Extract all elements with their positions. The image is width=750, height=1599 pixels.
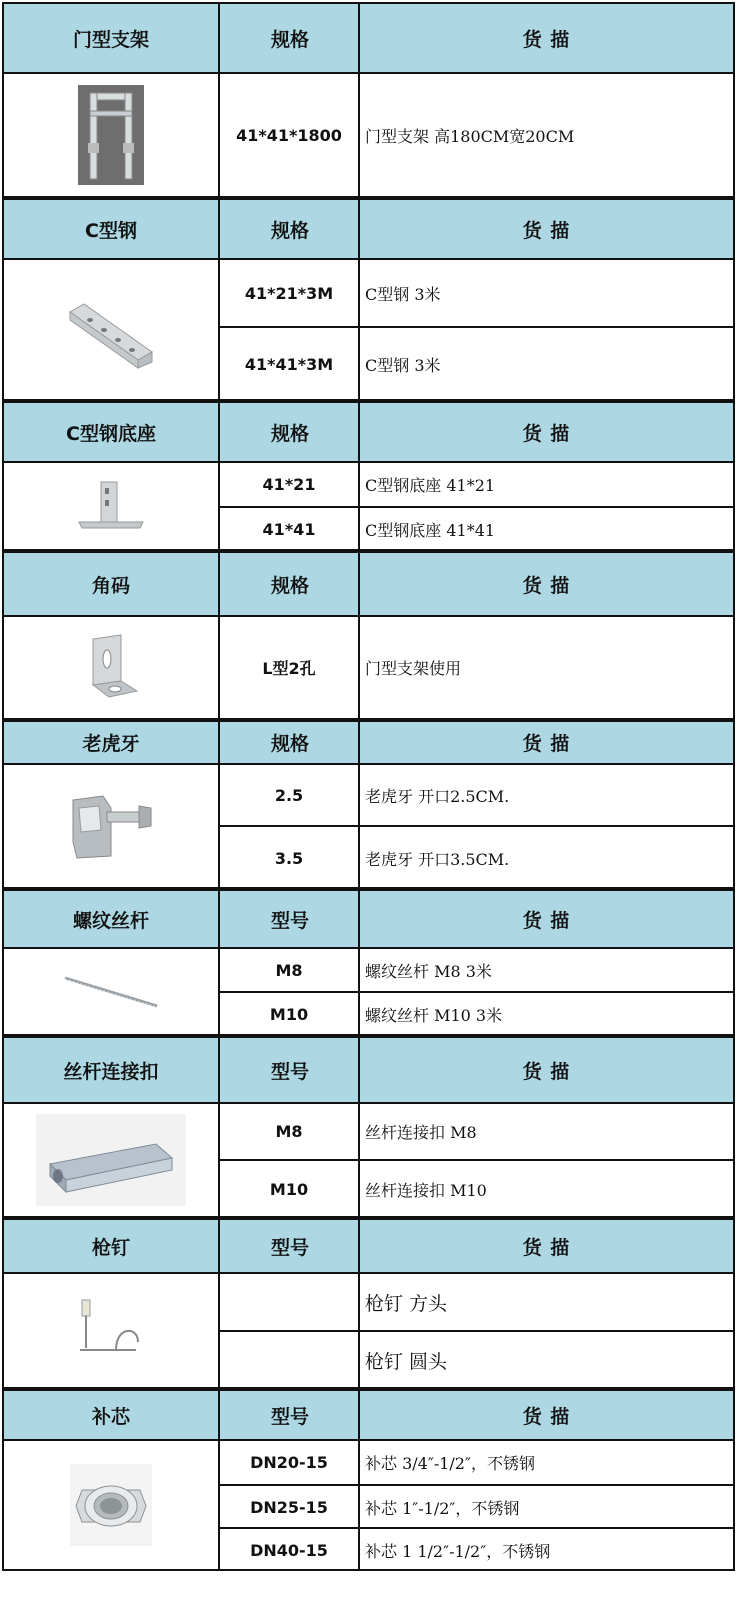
item-description: 门型支架 高180CM宽20CM [358, 74, 733, 196]
product-name: 门型支架 [72, 28, 149, 51]
spec-column-header: 规格 [218, 553, 360, 615]
spec-column-header: 规格 [218, 200, 360, 258]
item-description: 枪钉 圆头 [358, 1332, 733, 1389]
spec-column-header: 型号 [218, 1038, 360, 1102]
section-header [2, 720, 735, 765]
desc-column-header: 货 描 [358, 891, 733, 947]
spec-row [220, 260, 733, 326]
product-name: 丝杆连接扣 [63, 1060, 159, 1083]
section-body [2, 74, 735, 198]
section-header [2, 1389, 735, 1441]
spec-row [220, 617, 733, 718]
product-name: 枪钉 [91, 1236, 130, 1259]
spec-value: 41*41*3M [244, 355, 334, 374]
spec-row [220, 765, 733, 825]
beam-clamp-icon [4, 765, 218, 887]
item-description: 补芯 3/4″-1/2″，不锈钢 [358, 1441, 733, 1484]
c-channel-icon [4, 260, 218, 399]
section-header [2, 889, 735, 949]
item-description: C型钢 3米 [358, 328, 733, 401]
spec-value: M10 [269, 1180, 309, 1199]
section-body [2, 1274, 735, 1389]
section-body [2, 765, 735, 889]
spec-row [220, 1104, 733, 1159]
section-body [2, 463, 735, 551]
item-description: 补芯 1″-1/2″，不锈钢 [358, 1486, 733, 1529]
item-description: 枪钉 方头 [358, 1274, 733, 1330]
desc-column-header: 货 描 [358, 200, 733, 258]
section-header [2, 551, 735, 617]
spec-row [220, 74, 733, 196]
section-header [2, 198, 735, 260]
spec-value: M10 [269, 1005, 309, 1024]
item-description: C型钢底座 41*21 [358, 463, 733, 506]
spec-row [220, 326, 733, 401]
item-description: 丝杆连接扣 M8 [358, 1104, 733, 1159]
product-name: 补芯 [91, 1405, 130, 1428]
gun-nail-icon [4, 1274, 218, 1387]
section-header [2, 1218, 735, 1274]
section-body [2, 617, 735, 720]
spec-column-header: 型号 [218, 1391, 360, 1439]
spec-column-header: 规格 [218, 403, 360, 461]
spec-value: 2.5 [274, 785, 304, 805]
spec-row [220, 1527, 733, 1571]
item-description: 门型支架使用 [358, 617, 733, 718]
spec-row [220, 1441, 733, 1484]
section-header [2, 2, 735, 74]
spec-row [220, 991, 733, 1036]
spec-value: M8 [275, 960, 303, 980]
spec-column-header: 型号 [218, 1220, 360, 1272]
spec-value: DN25-15 [250, 1498, 328, 1517]
item-description: 老虎牙 开口2.5CM. [358, 765, 733, 825]
product-name: 螺纹丝杆 [72, 909, 149, 932]
item-description: C型钢底座 41*41 [358, 508, 733, 551]
reducer-bushing-icon [4, 1441, 218, 1569]
spec-value: 41*21*3M [244, 283, 334, 303]
section-body [2, 949, 735, 1036]
spec-value: 3.5 [274, 848, 304, 868]
desc-column-header: 货 描 [358, 1391, 733, 1439]
spec-row [220, 1330, 733, 1389]
product-name: C型钢底座 [66, 422, 156, 445]
section-body [2, 260, 735, 401]
threaded-rod-icon [4, 949, 218, 1034]
item-description: 螺纹丝杆 M8 3米 [358, 949, 733, 991]
spec-value: 41*21 [262, 475, 316, 494]
desc-column-header: 货 描 [358, 1038, 733, 1102]
desc-column-header: 货 描 [358, 553, 733, 615]
spec-value: DN20-15 [250, 1453, 328, 1472]
rod-coupler-icon [4, 1104, 218, 1216]
spec-value [220, 1274, 358, 1330]
spec-value: DN40-15 [250, 1540, 328, 1560]
item-description: 螺纹丝杆 M10 3米 [358, 993, 733, 1036]
section-header [2, 1036, 735, 1104]
angle-bracket-icon [4, 617, 218, 718]
product-name: C型钢 [85, 219, 137, 242]
desc-column-header: 货 描 [358, 722, 733, 763]
spec-row [220, 506, 733, 551]
spec-value: M8 [275, 1122, 303, 1141]
item-description: 丝杆连接扣 M10 [358, 1161, 733, 1218]
spec-row [220, 1484, 733, 1529]
item-description: 补芯 1 1/2″-1/2″，不锈钢 [358, 1529, 733, 1571]
spec-row [220, 1274, 733, 1330]
item-description: C型钢 3米 [358, 260, 733, 326]
c-channel-base-icon [4, 463, 218, 549]
spec-row [220, 949, 733, 991]
spec-value: 41*41*1800 [236, 125, 342, 145]
door-bracket-icon [4, 74, 218, 196]
desc-column-header: 货 描 [358, 1220, 733, 1272]
section-body [2, 1104, 735, 1218]
product-name: 老虎牙 [82, 733, 140, 755]
spec-value: L型2孔 [262, 659, 316, 678]
spec-column-header: 型号 [218, 891, 360, 947]
desc-column-header: 货 描 [358, 4, 733, 72]
spec-column-header: 规格 [218, 722, 360, 763]
spec-value: 41*41 [262, 520, 316, 539]
product-name: 角码 [91, 574, 130, 597]
spec-value [220, 1332, 358, 1389]
item-description: 老虎牙 开口3.5CM. [358, 827, 733, 889]
desc-column-header: 货 描 [358, 403, 733, 461]
spec-column-header: 规格 [218, 4, 360, 72]
spec-row [220, 825, 733, 889]
spec-row [220, 463, 733, 506]
spec-row [220, 1159, 733, 1218]
section-body [2, 1441, 735, 1571]
section-header [2, 401, 735, 463]
